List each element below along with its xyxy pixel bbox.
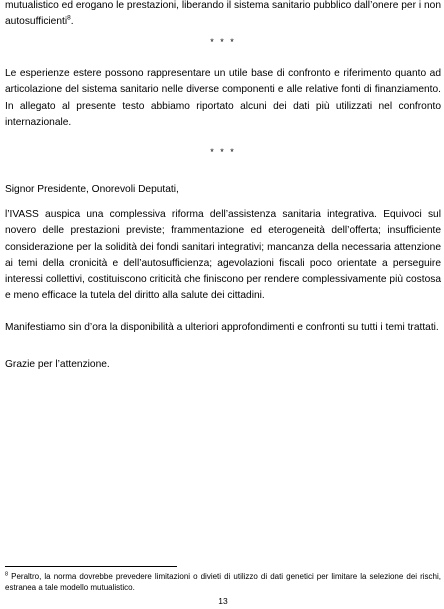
paragraph-top-end: . bbox=[70, 16, 74, 28]
closing-line: Grazie per l’attenzione. bbox=[5, 359, 110, 370]
paragraph-ivass-reform: l’IVASS auspica una complessiva riforma dell’assistenza sanitaria integrativa. Equivoci sul novero delle prestazioni previste; frammentazione ed eterogeneità dell’offerta; insufficiente considerazione per la solidità dei fondi sanitari integrativi; mancanza della necessaria attenzione ai temi della cronicità e dell’autosufficienza; agevolazioni fiscali poco orientate a perseguire interessi collettivi, costituiscono criticità che finiscono per rendere complessivamente più costosa e meno efficace la tutela del diritto alla salute dei cittadini. bbox=[5, 209, 441, 302]
section-separator: * * * bbox=[210, 147, 236, 157]
salutation: Signor Presidente, Onorevoli Deputati, bbox=[5, 184, 179, 195]
document-page bbox=[5, 0, 441, 609]
paragraph-top-text: mutualistico ed erogano le prestazioni, liberando il sistema sanitario pubblico dall’onere per i non autosufficienti bbox=[5, 0, 441, 28]
paragraph-availability: Manifestiamo sin d’ora la disponibilità a ulteriori approfondimenti e confronti su tutti i temi trattati. bbox=[5, 322, 439, 333]
page-number: 13 bbox=[218, 596, 228, 606]
footnote bbox=[5, 571, 441, 593]
paragraph-foreign-experiences: Le esperienze estere possono rappresentare un utile base di confronto e riferimento quanto ad articolazione del sistema sanitario nelle diverse componenti e alle relative fonti di finanziamento. In allegato al presente testo abbiamo riportato alcuni dei dati più utilizzati nel confronto internazionale. bbox=[5, 68, 441, 128]
paragraph-top-continuation bbox=[5, 0, 441, 31]
footnote-marker: 8 bbox=[5, 571, 9, 578]
footnote-reference: 8 bbox=[67, 14, 71, 22]
section-separator: * * * bbox=[210, 37, 236, 47]
footnote-text: Peraltro, la norma dovrebbe prevedere limitazioni o divieti di utilizzo di dati genetici per limitare la selezione dei rischi, estranea a tale modello mutualistico. bbox=[5, 572, 441, 592]
footnote-divider bbox=[5, 566, 177, 567]
